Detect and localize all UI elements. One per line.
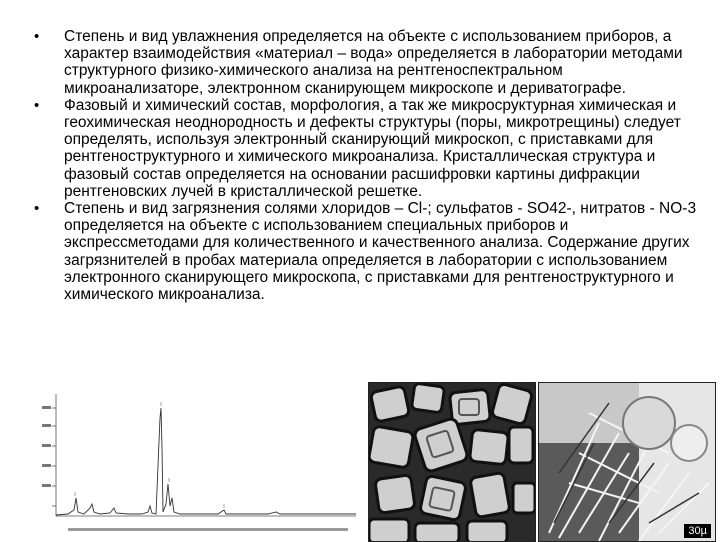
bullet-list	[26, 28, 706, 303]
spectrum-tick-marks	[42, 406, 51, 487]
bullet-marker: •	[34, 96, 40, 114]
bullet-item-salt-contamination	[26, 200, 706, 303]
micrograph-scale-label: 30µ	[684, 524, 711, 538]
bullet-item-phase-composition	[26, 97, 706, 200]
spectrum-axes	[52, 394, 356, 516]
spectrum-trace	[56, 408, 356, 515]
bullet-marker: •	[34, 28, 40, 45]
spectrum-peak-markers	[75, 402, 224, 508]
bullet-text: Фазовый и химический состав, морфология, а так же микросруктурная химическая и геохимическая неоднородность и дефекты структуры (поры, микротрещины) следует определять, используя электронный сканирующий микроскоп, с приставками для рентгеноструктурного и химического микроанализа. Кристаллическая структура и фазовый состав определяется на основании расшифровки картины дифракции рентгеновских лучей в кристаллической решетке.	[64, 96, 681, 200]
eds-spectrum-figure	[38, 388, 360, 538]
sem-micrograph-fibrous	[538, 382, 716, 542]
sem-micrograph-crystals	[368, 382, 536, 542]
crystal-texture	[369, 383, 535, 541]
bullet-text: Степень и вид загрязнения солями хлоридов – Cl-; сульфатов - SO42-, нитратов - NO-3 определяется на объекте с использованием специальных приборов и экспрессметодами для количественного и качественного анализа. Содержание других загрязнителей в пробах материала определяется в лаборатории с использованием электронного сканирующего микроскопа, с приставками для рентгеноструктурного и химического микроанализа.	[64, 200, 697, 304]
fibrous-texture	[539, 383, 715, 541]
bullet-text: Степень и вид увлажнения определяется на объекте с использованием приборов, а характер взаимодействия «материал – вода» определяется в лаборатории методами структурного физико-химического анализа на рентгеноспектральном микроанализаторе, электронном сканирующем микроскопе и дериватографе.	[64, 28, 683, 97]
spectrum-caption-line	[68, 528, 348, 531]
bullet-marker: •	[34, 200, 40, 218]
bullet-item-moisture	[26, 28, 706, 97]
